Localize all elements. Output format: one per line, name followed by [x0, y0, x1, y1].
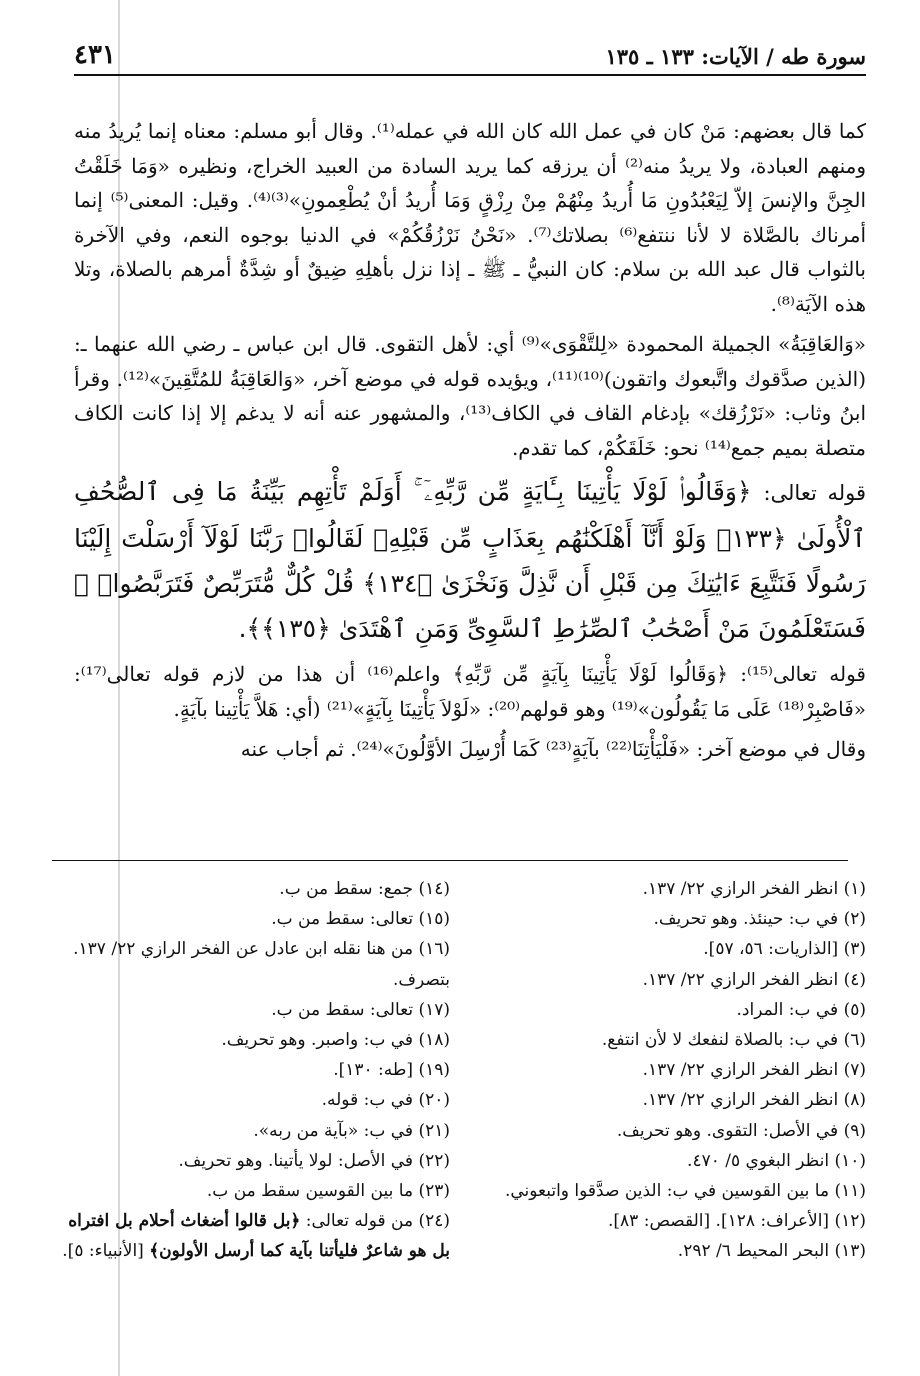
footnote: (٥) في ب: المراد. [736, 999, 866, 1020]
page-header [74, 34, 866, 76]
paragraph: وقال في موضع آخر: «فَلْيَأْتِنَا⁽²²⁾ بآيَةٍ⁽²³⁾ كَمَا أُرْسِلَ الأوَّلُونَ»⁽²⁴⁾. ثم أجاب عنه [240, 737, 866, 761]
footnote: (١٨) في ب: واصبر. وهو تحريف. [221, 1030, 450, 1051]
footnote: (٨) انظر الفخر الرازي ٢٢/ ١٣٧. [642, 1090, 866, 1111]
footnote-suffix: [الأنبياء: ٥]. [62, 1241, 150, 1262]
paragraph: قوله تعالى⁽¹⁵⁾: ﴿وَقَالُوا لَوْلَا يَأْتِينَا بِآيَةٍ مِّن رَّبِّهِ﴾ واعلم⁽¹⁶⁾ أن هذا من لازم قوله تعالى⁽¹⁷⁾: «فَاصْبِرْ⁽¹⁸⁾ عَلَى مَا يَقُولُون»⁽¹⁹⁾ وهو قولهم⁽²⁰⁾: «لَوْلاَ يَأْتِينَا بِآيَةٍ»⁽²¹⁾ (أي: هَلاَّ يَأْتِينا بآيَةٍ. [74, 662, 866, 721]
footnote: (٦) في ب: بالصلاة لنفعك لا لأن انتفع. [601, 1030, 866, 1051]
quran-verse-block [74, 469, 866, 651]
footnote: (٢١) في ب: «بآية من ربه». [253, 1120, 450, 1141]
footnote: (٣) [الذاريات: ٥٦، ٥٧]. [703, 939, 866, 960]
main-text [74, 114, 866, 767]
footnote: (١١) ما بين القوسين في ب: الذين صدَّقوا واتبعوني. [504, 1181, 866, 1202]
footnote: (١٧) تعالى: سقط من ب. [271, 999, 450, 1020]
footnotes-left-column [52, 874, 450, 1267]
footnote: (٢٠) في ب: قوله. [321, 1090, 450, 1111]
running-title: سورة طه / الآيات: ١٣٣ ـ ١٣٥ [605, 44, 866, 69]
page-number: ٤٣١ [74, 40, 116, 70]
footnote: (٧) انظر الفخر الرازي ٢٢/ ١٣٧. [642, 1060, 866, 1081]
footnote: (٢٣) ما بين القوسين سقط من ب. [206, 1181, 450, 1202]
footnote: (١) انظر الفخر الرازي ٢٢/ ١٣٧. [642, 879, 866, 899]
footnote-last [52, 1206, 450, 1266]
footnote: (١٣) البحر المحيط ٦/ ٢٩٢. [677, 1241, 866, 1262]
footnote: (١٥) تعالى: سقط من ب. [271, 909, 450, 930]
footnote: (٤) انظر الفخر الرازي ٢٢/ ١٣٧. [642, 969, 866, 990]
footnote: (١٠) انظر البغوي ٥/ ٤٧٠. [687, 1150, 866, 1171]
paragraph: «وَالعَاقِبَةُ» الجميلة المحمودة «لِلتَّقْوَى»⁽⁹⁾ أي: لأهل التقوى. قال ابن عباس ـ رضي الله عنهما ـ: (الذين صدَّقوك واتَّبعوك واتقون)⁽¹⁰⁾⁽¹¹⁾، ويؤيده قوله في موضع آخر، «وَالعَاقِبَةُ للمُتَّقِينَ»⁽¹²⁾. وقرأ ابنُ وثاب: «نَرْزُقك» بإدغام القاف في الكاف⁽¹³⁾، والمشهور عنه أنه لا يدغم إلا إذا كانت الكاف متصلة بميم جمع⁽¹⁴⁾ نحو: خَلَقَكُمْ، كما تقدم. [74, 332, 867, 460]
verse-lead: قوله تعالى: [763, 481, 866, 505]
footnote: (١٦) من هنا نقله ابن عادل عن الفخر الرازي ٢٢/ ١٣٧. بتصرف. [73, 939, 450, 990]
footnote: (٩) في الأصل: التقوى. وهو تحريف. [616, 1120, 866, 1141]
footnote: (١٢) [الأعراف: ١٢٨]. [القصص: ٨٣]. [608, 1211, 866, 1232]
footnote: (٢) في ب: حينئذ. وهو تحريف. [653, 909, 866, 930]
paragraph: كما قال بعضهم: مَنْ كان في عمل الله كان الله في عمله⁽¹⁾. وقال أبو مسلم: معناه إنما يُريدُ منه ومنهم العبادة، ولا يريدُ منه⁽²⁾ أن يرزقه كما يريد السادة من العبيد الخراج، ونظيره «وَمَا خَلَقْتُ الجِنَّ والإنسَ إلاّ لِيَعْبُدُونِ مَا أُريدُ مِنْهُمْ مِنْ رِزْقٍ وَمَا أُريدُ أنْ يُطْعِمونِ»⁽³⁾⁽⁴⁾. وقيل: المعنى⁽⁵⁾ إنما أمرناك بالصَّلاة لا لأنا ننتفع⁽⁶⁾ بصلاتك⁽⁷⁾. «نَحْنُ نَرْزُقُكُمْ» في الدنيا بوجوه النعم، وفي الآخرة بالثواب قال عبد الله بن سلام: كان النبيُّ ـ ﷺ ـ إذا نزل بأهلِهِ ضِيقٌ أو شِدَّةٌ أمرهم بالصلاة، وتلا هذه الآيَة⁽⁸⁾. [74, 119, 867, 316]
footnote-separator [52, 860, 848, 861]
footnote-prefix: (٢٤) من قوله تعالى: [300, 1211, 450, 1232]
footnote: (١٤) جمع: سقط من ب. [279, 879, 450, 899]
footnotes-right-column [468, 874, 866, 1267]
footnote-quote: ﴿بل قالوا أضغاث أحلام بل افتراه بل هو شاعرٌ فليأتنا بآية كما أرسل الأولون﴾ [68, 1211, 450, 1262]
verse-text: ﴿وَقَالُوا۟ لَوْلَا يَأْتِينَا بِـَٔايَةٍ مِّن رَّبِّهِۦٓ ۚ أَوَلَمْ تَأْتِهِم بَيِّنَةُ مَا فِى ٱلصُّحُفِ ٱلْأُولَىٰ ﴿١٣٣﴾ وَلَوْ أَنَّآ أَهْلَكْنَٰهُم بِعَذَابٍ مِّن قَبْلِهِۦ لَقَالُوا۟ رَبَّنَا لَوْلَآ أَرْسَلْتَ إِلَيْنَا رَسُولًا فَنَتَّبِعَ ءَايَٰتِكَ مِن قَبْلِ أَن نَّذِلَّ وَنَخْزَىٰ ﴿١٣٤﴾ قُلْ كُلٌّ مُّتَرَبِّصٌ فَتَرَبَّصُوا۟ ۖ فَسَتَعْلَمُونَ مَنْ أَصْحَٰبُ ٱلصِّرَٰطِ ٱلسَّوِىِّ وَمَنِ ٱهْتَدَىٰ ﴿١٣٥﴾﴾. [74, 477, 866, 643]
footnote: (٢٢) في الأصل: لولا يأتينا. وهو تحريف. [178, 1150, 450, 1171]
footnote: (١٩) [طه: ١٣٠]. [333, 1060, 450, 1081]
